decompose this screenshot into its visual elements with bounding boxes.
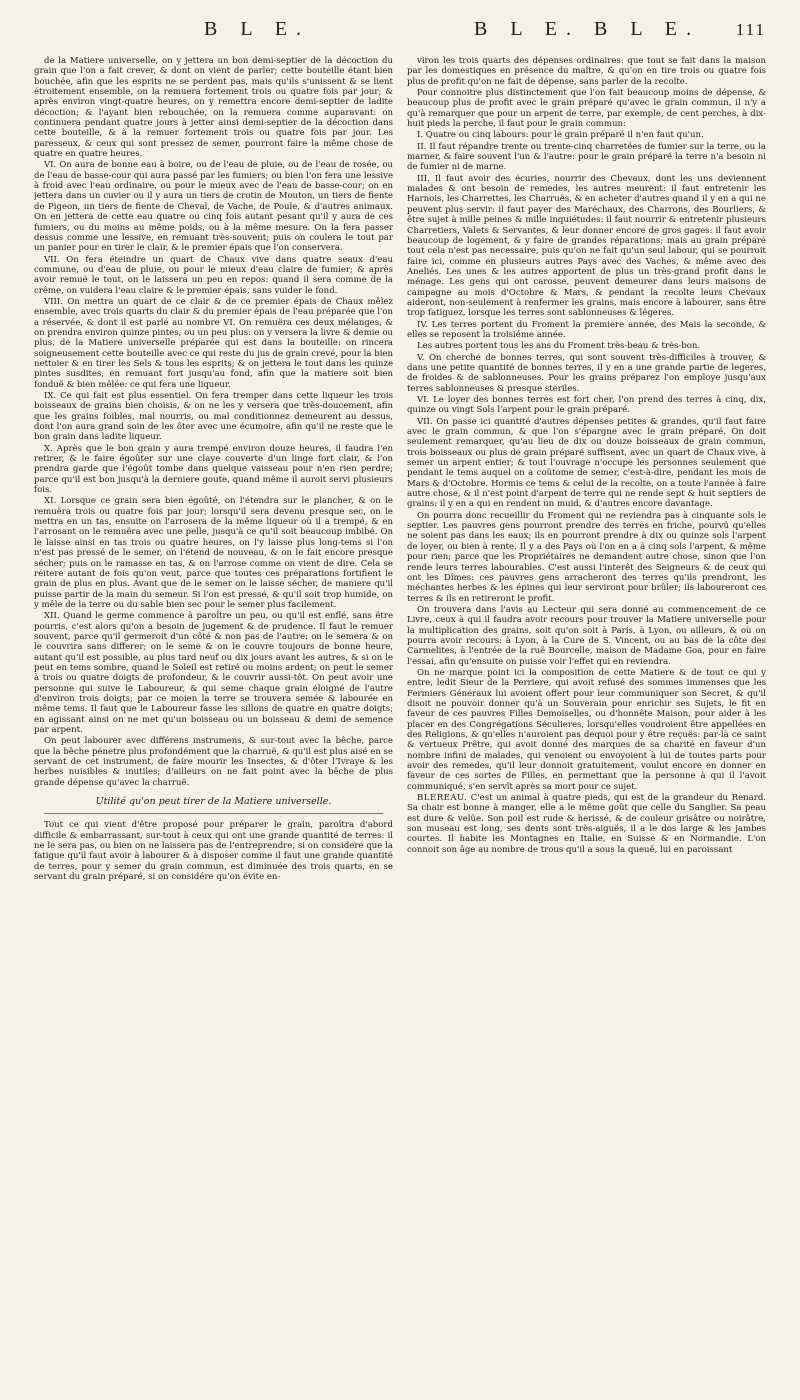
dictionary-entry — [407, 793, 766, 855]
text-columns — [34, 56, 766, 1376]
paragraph-item-x: X. Après que le bon grain y aura trempé environ douze heures, il faudra l'en retirer, & le faire égoûter sur une claye couverte d'un linge fort clair, & l'on prendra garde que l'égoût tombe dans quelque vaisseau pour n'en rien perdre; parce qu'il est bon jusqu'à la derniere goute, quand même il auroit servi plusieurs fois. — [34, 443, 393, 496]
paragraph-item-xi: XI. Lorsque ce grain sera bien égoûté, on l'étendra sur le plancher, & on le remuëra trois ou quatre fois par jour; lorsqu'il sera devenu presque sec, on le mettra en un tas, ensuite on l'arrosera de la même liqueur où il a trempé, & en l'arrosant on le remuëra avec une pelle, jusqu'à ce qu'il soit beaucoup imbibé. On le laisse ainsi en tas trois ou quatre heures, on l'y laisse plus long-tems si l'on n'est pas pressé de le semer, on l'étend de nouveau, & on le fait encore presque sécher; puis on le ramasse en tas, & on l'arrose comme on vient de dire. Cela se réitere autant de fois qu'on veut, parce que toutes ces préparations fortifient le grain de plus en plus. Avant que de le semer on le laisse sécher, de maniere qu'il puisse partir de la main du semeur. Si l'on est pressé, & qu'il soit trop humide, on y mêle de la terre ou du sable bien sec pour le semer plus facilement. — [34, 496, 393, 610]
right-column — [407, 56, 766, 1376]
running-head-right: B L E. B L E. — [474, 18, 701, 40]
page-number: 111 — [735, 20, 766, 39]
divider — [44, 813, 383, 814]
paragraph-item-ix: IX. Ce qui fait est plus essentiel. On fera tremper dans cette liqueur les trois boisseaux de grains bien choisis, & on ne les y versera que très-doucement, afin que les grains foibles, mal nourris, ou mal conditionnez demeurent au dessus, dont l'on aura grand soin de les ôter avec une écumoire, afin qu'il ne reste que le bon grain dans ladite liqueur. — [34, 391, 393, 443]
paragraph-item-vi: VI. Le loyer des bonnes terres est fort cher, l'on prend des terres à cinq, dix, quinze ou vingt Sols l'arpent pour le grain préparé. — [407, 395, 766, 416]
paragraph-item-vi: VI. On aura de bonne eau à boire, ou de l'eau de pluie, ou de l'eau de rosée, ou de l'eau de basse-cour qui aura passé par les fumiers; ou bien l'on fera une lessive à froid avec l'eau ordinaire, ou pour le mieux avec de l'eau de basse-cour; on en jettera dans un cuvier ou il y aura un tiers de crotin de Mouton, un tiers de fiente de Pigeon, un tiers de fiente de Cheval, de Vache, de Poule, & d'autres animaux. On en jettera de cette eau quatre ou cinq fois autant pesant qu'il y aura de ces fumiers, ou du moins au même poids, ou à la même mesure. On la fera passer dessus comme une lessive, en remuant très-souvent; puis on coulera le tout par un panier pour en tirer le clair, & le premier épais que l'on conservera. — [34, 160, 393, 254]
paragraph: On pourra donc recueillir du Froment qui ne reviendra pas à cinquante sols le septier. Les pauvres gens pourront prendre des terres en friche, pourvû qu'elles ne soient pas dans les eaux; ils en pourront prendre à dix ou quinze sols l'arpent de loyer, ou bien à rente. Il y a des Pays où l'on en a à cinq sols l'arpent, & même pour rien; parce que les Propriétaires ne demandent autre chose, sinon que l'on rende leurs terres labourables. C'est aussi l'interêt des Seigneurs & de ceux qui ont les Dîmes: ces pauvres gens arracheront des terres qu'ils prendront, les méchantes herbes & les épines qui leur serviront pour brûler; ils laboureront ces terres & ils en retireront le profit. — [407, 510, 766, 604]
entry-text: C'est un animal à quatre pieds, qui est de la grandeur du Renard. Sa chair est bonne à manger, elle a le même goût que celle du Sanglier. Sa peau est dure & velüe. Son poil est rude & herissé, & de couleur grisâtre ou noirâtre, son museau est long, ses dents sont très-aiguës, il a le dos large & les jambes courtes. Il habite les Montagnes en Italie, en Suisse & en Normandie. L'on connoit son âge au nombre de trous qu'il a sous la queuë, lui en paroissant — [407, 793, 766, 855]
paragraph: viron les trois quarts des dépenses ordinaires: que tout se fait dans la maison par les domestiques en présence du maître, & qu'on en tire trois ou quatre fois plus de profit qu'on ne fait de dépense, sans parler de la recolte. — [407, 56, 766, 87]
paragraph: Pour connoitre plus distinctement que l'on fait beaucoup moins de dépense, & beaucoup plus de profit avec le grain préparé qu'avec le grain commun, il n'y a qu'à remarquer que pour un arpent de terre, par exemple, de cent perches, à dix-huit pieds la perche, il faut pour le grain commun: — [407, 88, 766, 130]
paragraph-item-iv: IV. Les terres portent du Froment la premiere année, des Mais la seconde, & elles se reposent la troisiéme année. — [407, 319, 766, 340]
entry-headword: BLEREAU. — [417, 793, 468, 804]
paragraph: On trouvera dans l'avis au Lecteur qui sera donné au commencement de ce Livre, ceux à qui il faudra avoir recours pour trouver la Matiere universelle pour la multiplication des grains, soit qu'on soit à Paris, à Lyon, ou ailleurs, & où on pourra avoir recours: à Lyon, à la Cure de S. Vincent, ou au bas de la côte des Carmelites, à l'entrée de la ruë Bourcelle, maison de Madame Goa, pour en faire l'essai, afin qu'ensuite on puisse voir l'effet qui en reviendra. — [407, 604, 766, 667]
paragraph: On peut labourer avec différens instrumens, & sur-tout avec la bêche, parce que la bêche pénetre plus profondément que la charruë, & qu'il est plus aisé en se servant de cet instrument, de faire mourir les Insectes, & d'ôter l'Ivraye & les herbes nuisibles & inutiles; d'ailleurs on ne fait point avec la bêche de plus grande dépense qu'avec la charruë. — [34, 736, 393, 788]
paragraph-item-v: V. On cherche de bonnes terres, qui sont souvent très-difficiles à trouver, & dans une petite quantité de bonnes terres, il y en a une grande partie de legeres, de froides & de sablonneuses. Pour les grains préparez l'on employe jusqu'aux terres sablonneuses & presque steriles. — [407, 352, 766, 394]
running-head-left: B L E. — [204, 18, 311, 40]
running-head — [34, 10, 766, 46]
paragraph: Les autres portent tous les ans du Froment très-beau & très-bon. — [417, 341, 701, 352]
paragraph-item-ii: II. Il faut répandre trente ou trente-cinq charretées de fumier sur la terre, ou la marner, & faire souvent l'un & l'autre: pour le grain préparé la terre n'a besoin ni de fumier ni de marne. — [407, 141, 766, 173]
paragraph: On ne marque point ici la composition de cette Matiere & de tout ce qui y entre, ledit Sieur de la Perriere, qui avoit refusé des sommes immenses que les Fermiers Généraux lui avoient offert pour leur communiquer son Secret, & qu'il disoit ne pouvoir donner qu'à un Souverain pour enrichir ses Sujets, le fit en faveur de ces pauvres Filles Demoiselles, ou d'honnête Maison, pour aider à les placer en des Congrégations Séculieres, lorsqu'elles voudroient être appellées en des Religions, & qu'elles n'auroient pas dequoi pour y être reçuës: par-là ce saint & vertueux Prêtre, qui avoit donné des marques de sa charité en faveur d'un nombre infini de malades, qui venoient ou envoyoient à lui de toutes parts pour avoir des remedes, qu'il leur donnoit gratuitement, voulut encore en donner en faveur de ces sortes de Filles, en permettant que la personne à qui il l'avoit communiqué, s'en servît après sa mort pour ce sujet. — [407, 667, 766, 792]
paragraph-item-iii: III. Il faut avoir des écuries, nourrir des Chevaux, dont les uns deviennent malades & ont besoin de remedes, les autres meurent: il faut entretenir les Harnois, les Charrettes, les Charruës, & en acheter d'autres quand il y en a qui ne peuvent plus servir: il faut payer des Maréchaux, des Charrons, des Bourliers, & être sujet à mille peines & mille inquiétudes: il faut nourrir & entretenir plusieurs Charretiers, Valets & Servantes, & leur donner encore de gros gages: il faut avoir beaucoup de logement, & y faire de grandes réparations; mais au grain préparé tout cela n'est pas necessaire, puis qu'on ne fait qu'un seul labour, qui se pourroit faire ici, comme en plusieurs autres Pays avec des Vaches, & même avec des Aneliés. Les unes & les autres apportent de plus un très-grand profit dans le ménage. Les gens qui ont carosse, peuvent demeurer dans leurs maisons de campagne au mois d'Octobre & Mars, & pendant la recolte leurs Chevaux aideront, non-seulement à renfermer les grains, mais encore à labourer, sans être trop fatiguez, lorsque les terres sont sablonneuses & légeres. — [407, 173, 766, 319]
paragraph-item-viii: VIII. On mettra un quart de ce clair & de ce premier épais de Chaux mêlez ensemble, avec trois quarts du clair & du premier épais de l'eau préparée que l'on a réservée, & dont il est parlé au nombre VI. On remuëra ces deux mélanges, & on prendra environ quinze pintes, ou un peu plus: on y versera la livre & demie ou plus, de la Matiere universelle préparée qui est dans la bouteille: on rincera soigneusement cette bouteille avec ce qui reste du jus de grain crevé, pour la bien nettoier & en tirer les Sels & tous les esprits; & on jettera le tout dans les quinze pintes susdites, en remuant fort jusqu'au fond, afin que la matiere soit bien fonduë & bien mêlée: ce qui fera une liqueur. — [34, 296, 393, 390]
paragraph-item-vii: VII. On passe ici quantité d'autres dépenses petites & grandes, qu'il faut faire avec le grain commun, & que l'on s'épargne avec le grain préparé. On doit seulement remarquer, qu'au lieu de dix ou douze boisseaux de grain commun, trois boisseaux ou plus de grain préparé suffisent, avec un quart de Chaux vive, à semer un arpent entier; & tout l'ouvrage n'occupe les personnes seulement que pendant le tems auquel on a coûtome de semer, c'est-à-dire, pendant les mois de Mars & d'Octobre. Hormis ce tems & celui de la recolte, on a toute l'année à faire autre chose, & il n'est point d'arpent de terre qui ne rende sept & huit septiers de grains: il y en a qui en rendent un muid, & d'autres encore davantage. — [407, 416, 766, 510]
left-column — [34, 56, 393, 1376]
paragraph: de la Matiere universelle, on y jettera un bon demi-septier de la décoction du grain que l'on a fait crever, & dont on vient de parler; cette bouteille étant bien bouchée, afin que les esprits ne se perdent pas, mais qu'ils s'unissent & se lient étroitement ensemble, on la remuera fortement trois ou quatre fois par jour; & après environ vingt-quatre heures, on y remettra encore demi-septier de ladite décoction; & l'ayant bien rebouchée, on la remuera comme auparavant: on continuera pendant quatre jours à jetter ainsi demi-septier de la décoction dans cette bouteille, & à la remuer fortement trois ou quatre fois par jour. Les paresseux, & ceux qui sont pressez de semer, pourront faire la même chose de quatre en quatre heures. — [34, 56, 393, 160]
paragraph: Tout ce qui vient d'être proposé pour préparer le grain, paroîtra d'abord difficile & embarrassant, sur-tout à ceux qui ont une grande quantité de terres: il ne le sera pas, ou bien on ne laissera pas de l'entreprendre, si on considere que la fatigue qu'il faut avoir à labourer & à disposer comme il faut une grande quantité de terres, pour y semer du grain commun, est diminuée des trois quarts, en se servant du grain préparé, si on considére qu'on évite en- — [34, 820, 393, 883]
paragraph-item-vii: VII. On fera éteindre un quart de Chaux vive dans quatre seaux d'eau commune, ou d'eau de pluie, ou pour le mieux d'eau claire de fumier; & après avoir remué le tout, on le laissera un peu en repos: quand il sera comme de la crême, on vuidera l'eau claire & le premier épais, sans vuider le fond. — [34, 254, 393, 296]
paragraph-item-xii: XII. Quand le germe commence à paroître un peu, ou qu'il est enflé, sans être pourris, c'est alors qu'on a besoin de jugement & de prudence. Il faut le remuer souvent, parce qu'il germeroit d'un côté & non pas de l'autre: on le semera & on le couvrira sans differer; on le seme & on le couvre toujours de bonne heure, autant qu'il est possible, au plus tard neuf ou dix jours avant les autres, & si on le peut en tems sombre, quand le Soleil est retiré ou moins ardent; on peut le semer à trois ou quatre doigts de profondeur, & le couvrir aussi-tôt. On peut avoir une personne qui suive le Laboureur, & qui seme chaque grain éloigné de l'autre d'environ trois doigts; par ce moien la terre se trouvera semée & labourée en même tems. Il faut que le Laboureur fasse les sillons de quatre en quatre doigts; en agissant ainsi on ne met qu'un boisseau ou un boisseau & demi de semence par arpent. — [34, 611, 393, 735]
paragraph-item-i: I. Quatre ou cinq labours: pour le grain préparé il n'en faut qu'un. — [417, 130, 704, 141]
section-title: Utilité qu'on peut tirer de la Matiere universelle. — [95, 796, 332, 808]
